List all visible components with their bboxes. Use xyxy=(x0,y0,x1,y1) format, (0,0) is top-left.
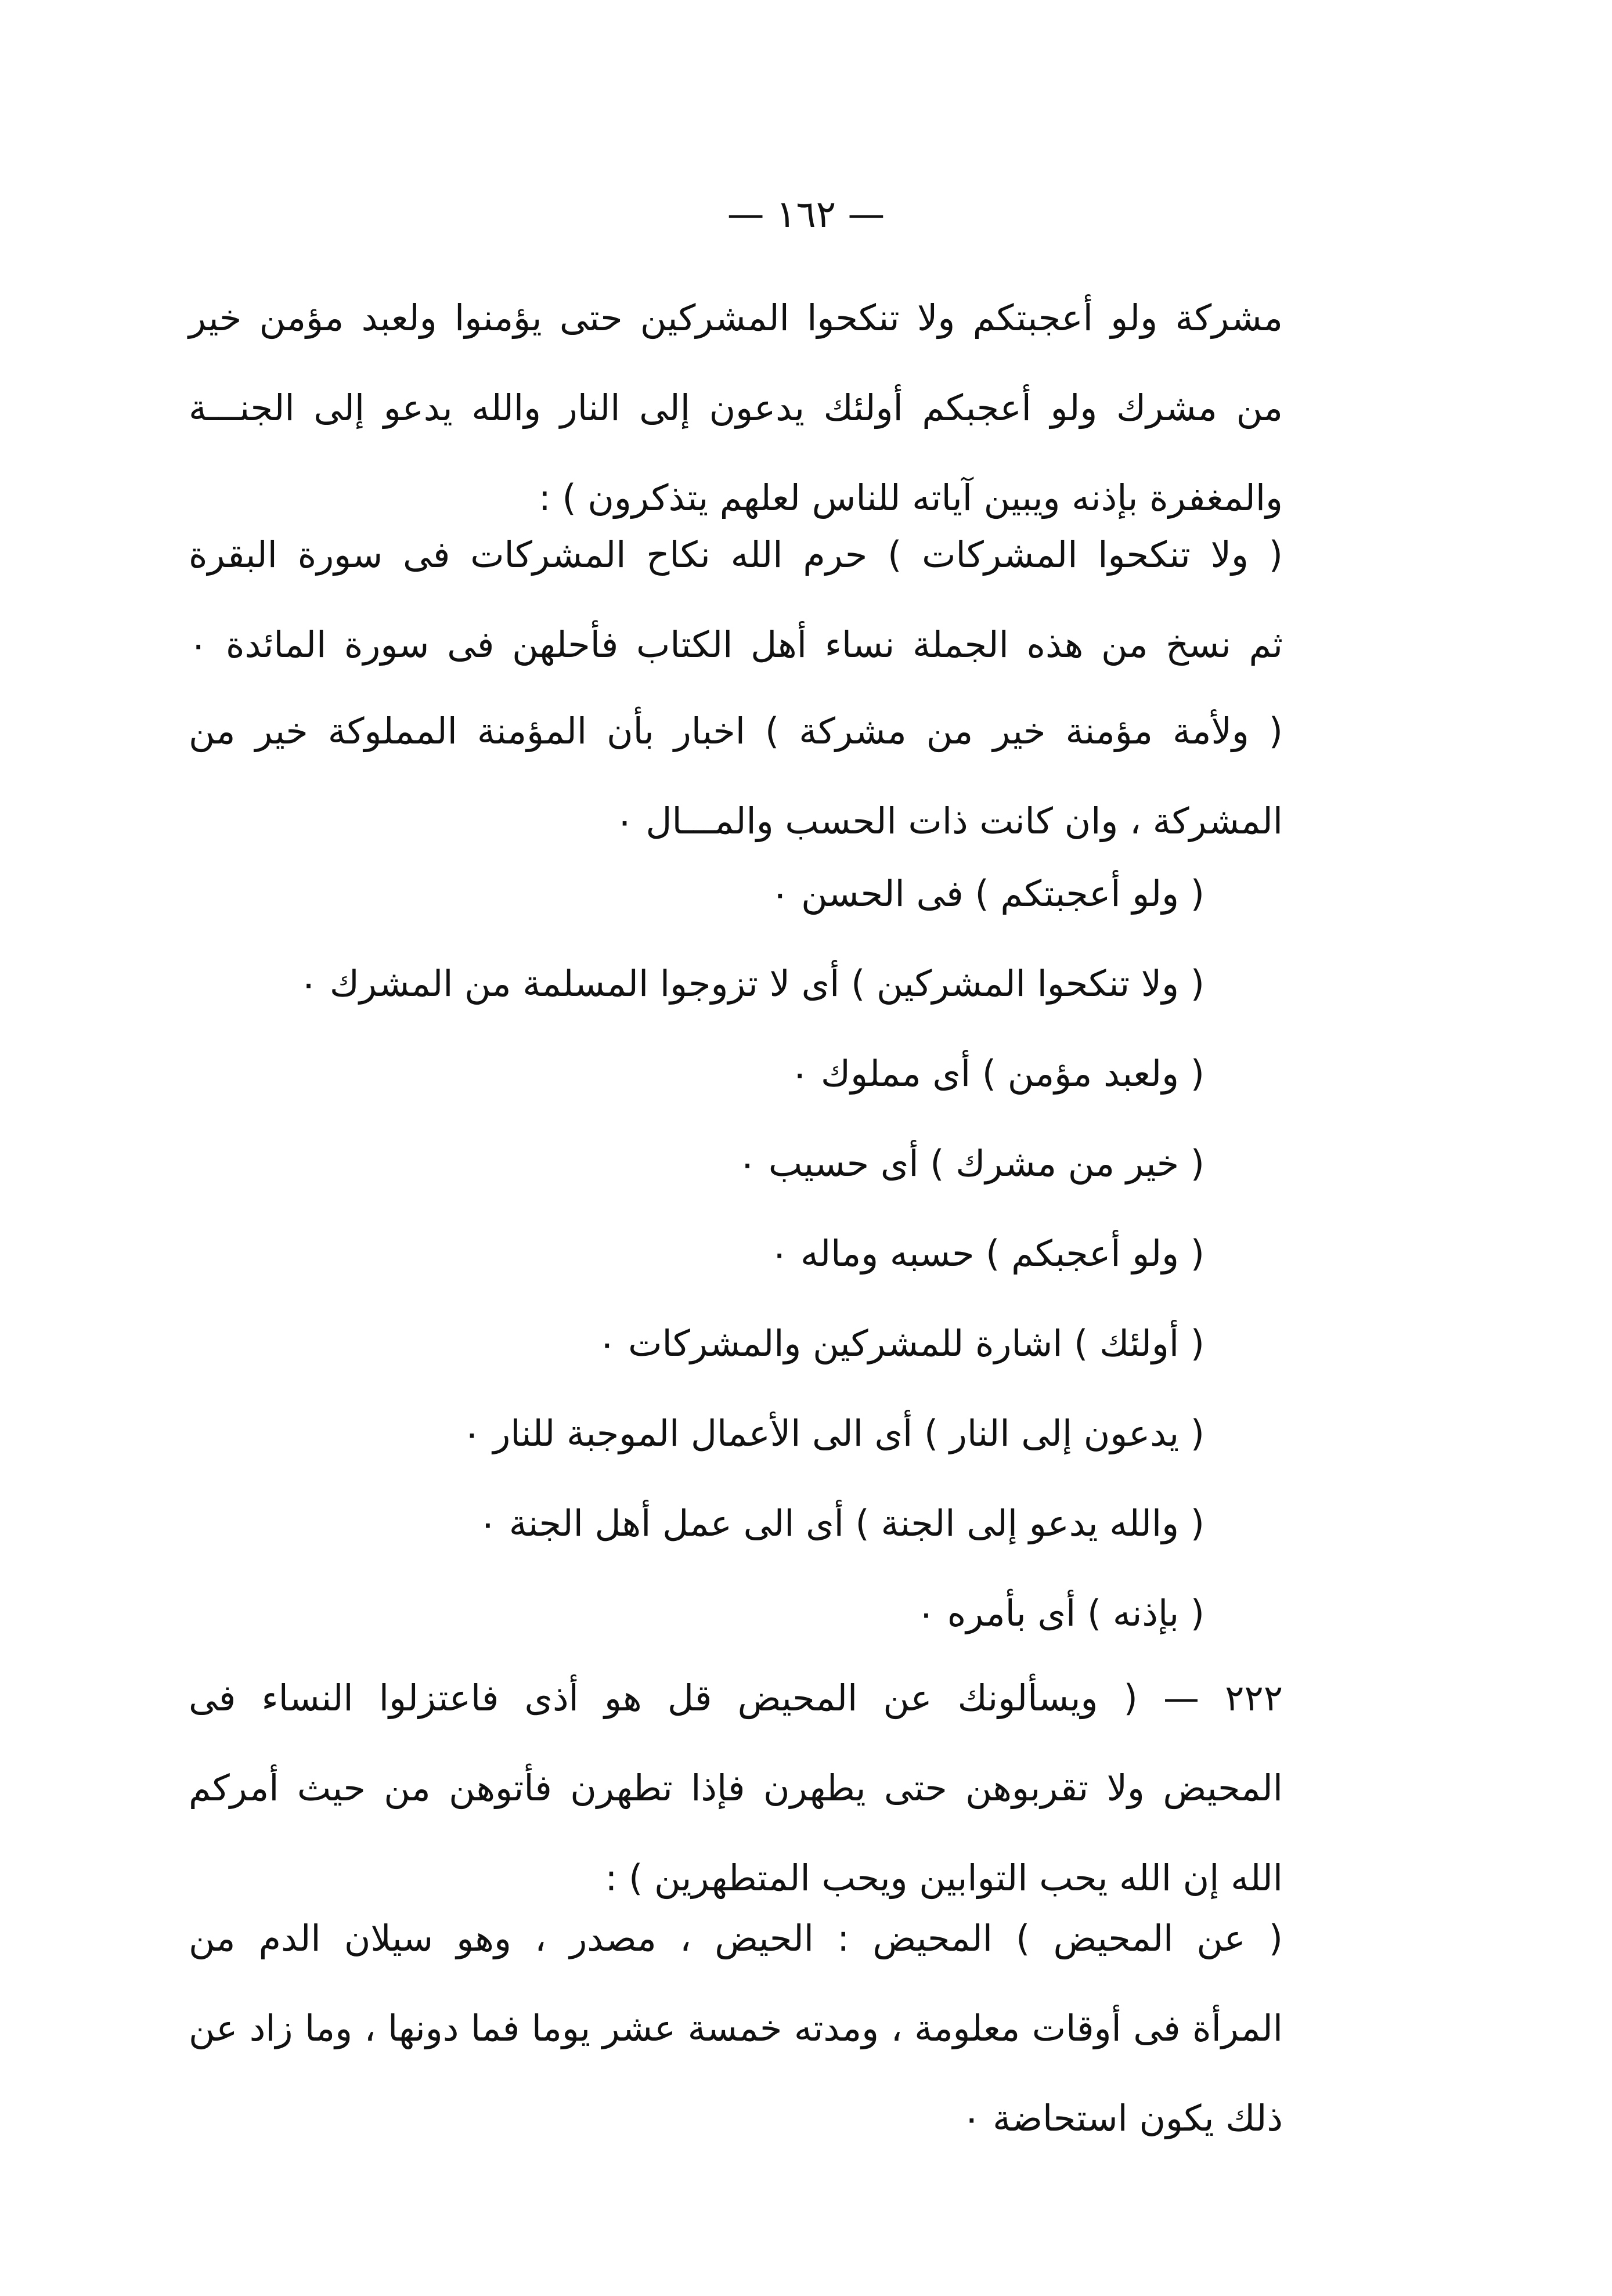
glosses-list xyxy=(189,849,1283,1658)
verse-222-paragraph xyxy=(189,1653,1283,1923)
amah-note-paragraph xyxy=(189,686,1283,866)
gloss-item: ( أولئك ) اشارة للمشركين والمشركات ٠ xyxy=(597,1322,1205,1364)
verse-221-paragraph xyxy=(189,273,1283,543)
text-line: ( ولأمة مؤمنة خير من مشركة ) اخبار بأن المؤمنة المملوكة خير من xyxy=(189,710,1283,752)
gloss-item: ( والله يدعو إلى الجنة ) أى الى عمل أهل الجنة ٠ xyxy=(478,1502,1205,1544)
text-line: من مشرك ولو أعجبكم أولئك يدعون إلى النار والله يدعو إلى الجنـــة xyxy=(189,387,1283,429)
text-line: ( ولا تنكحوا المشركات ) حرم الله نكاح المشركات فى سورة البقرة xyxy=(189,533,1283,576)
text-line: ٢٢٢ — ( ويسألونك عن المحيض قل هو أذى فاعتزلوا النساء فى xyxy=(189,1677,1283,1719)
gloss-item: ( بإذنه ) أى بأمره ٠ xyxy=(916,1592,1205,1634)
mushrikat-note-paragraph xyxy=(189,510,1283,689)
text-line: ثم نسخ من هذه الجملة نساء أهل الكتاب فأحلهن فى سورة المائدة ٠ xyxy=(189,623,1283,666)
text-line: مشركة ولو أعجبتكم ولا تنكحوا المشركين حتى يؤمنوا ولعبد مؤمن خير xyxy=(189,297,1283,339)
text-line: والمغفرة بإذنه ويبين آياته للناس لعلهم يتذكرون ) : xyxy=(538,476,1283,519)
mahid-note-paragraph xyxy=(189,1893,1283,2163)
text-line: الله إن الله يحب التوابين ويحب المتطهرين ) : xyxy=(605,1857,1283,1899)
gloss-item: ( ولو أعجبتكم ) فى الحسن ٠ xyxy=(770,872,1205,915)
gloss-item: ( خير من مشرك ) أى حسيب ٠ xyxy=(737,1142,1205,1185)
gloss-item: ( ولو أعجبكم ) حسبه وماله ٠ xyxy=(769,1232,1205,1275)
gloss-item: ( ولعبد مؤمن ) أى مملوك ٠ xyxy=(789,1052,1205,1095)
text-line: المشركة ، وان كانت ذات الحسب والمـــال ٠ xyxy=(615,800,1283,842)
text-line: المحيض ولا تقربوهن حتى يطهرن فإذا تطهرن فأتوهن من حيث أمركم xyxy=(189,1767,1283,1809)
gloss-item: ( يدعون إلى النار ) أى الى الأعمال الموجبة للنار ٠ xyxy=(462,1412,1205,1454)
text-line: المرأة فى أوقات معلومة ، ومدته خمسة عشر يوما فما دونها ، وما زاد عن xyxy=(189,2007,1283,2049)
page-number: — ١٦٢ — xyxy=(727,193,885,236)
gloss-item: ( ولا تنكحوا المشركين ) أى لا تزوجوا المسلمة من المشرك ٠ xyxy=(298,962,1205,1005)
text-line: ( عن المحيض ) المحيض : الحيض ، مصدر ، وهو سيلان الدم من xyxy=(189,1917,1283,1959)
text-line: ذلك يكون استحاضة ٠ xyxy=(962,2097,1283,2139)
